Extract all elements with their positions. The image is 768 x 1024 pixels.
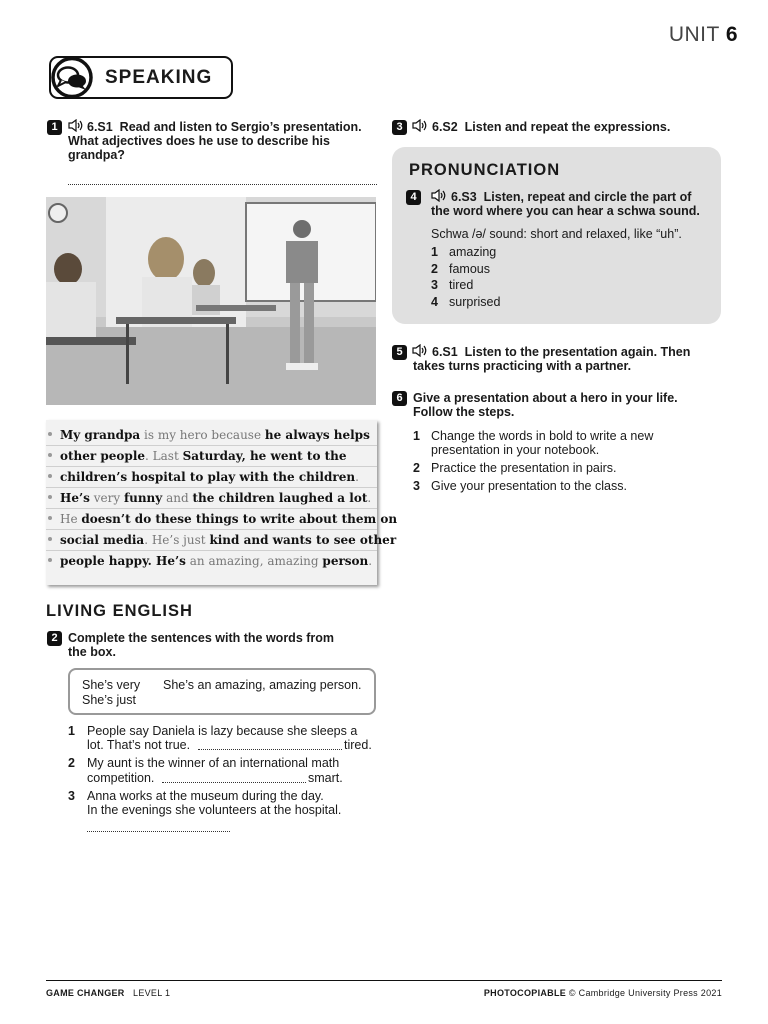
ex1-number: 1: [47, 119, 62, 135]
audio-icon[interactable]: [412, 119, 428, 132]
answer-blank[interactable]: [198, 740, 342, 750]
word-number: 1: [431, 245, 438, 259]
footer-right: PHOTOCOPIABLE © Cambridge University Press 2021: [483, 988, 722, 998]
item-text: smart.: [308, 771, 343, 785]
notebook-line: My grandpa is my hero because he always helps: [46, 425, 377, 446]
ex1-instruction-line3: grandpa?: [68, 148, 125, 162]
notebook-line: social media. He’s just kind and wants to see other: [46, 530, 377, 551]
item-number: 2: [68, 756, 75, 770]
audio-icon[interactable]: [431, 189, 447, 202]
ex5-instruction-line2: takes turns practicing with a partner.: [413, 359, 632, 373]
audio-code: 6.S1: [87, 120, 113, 134]
ex4-instruction-line1: 6.S3 Listen, repeat and circle the part of: [451, 190, 692, 204]
audio-icon[interactable]: [68, 119, 84, 132]
word-box-option: She’s very: [82, 678, 141, 692]
word-number: 3: [431, 278, 438, 292]
schwa-definition: Schwa /ə/ sound: short and relaxed, like “uh”.: [431, 227, 682, 241]
item-text: lot. That’s not true.: [87, 738, 191, 752]
notebook-line: He doesn’t do these things to write about them on: [46, 509, 377, 530]
living-english-title: LIVING ENGLISH: [46, 602, 193, 620]
answer-blank[interactable]: [162, 773, 306, 783]
item-text: My aunt is the winner of an international math: [87, 756, 340, 770]
notebook-line: children’s hospital to play with the children.: [46, 467, 377, 488]
pronunciation-word[interactable]: amazing: [449, 245, 497, 259]
ex1-instruction-line1: 6.S1 Read and listen to Sergio’s presentation.: [87, 120, 362, 134]
ex4-instruction-line2: the word where you can hear a schwa sound.: [431, 204, 700, 218]
pronunciation-word[interactable]: surprised: [449, 295, 501, 309]
unit-label: [669, 22, 738, 48]
word-box-option: She’s just: [82, 693, 136, 707]
speech-bubbles-icon: [49, 56, 95, 99]
ex4-number: 4: [406, 189, 421, 205]
ex1-answer-line[interactable]: [68, 176, 377, 185]
ex2-instruction-line2: the box.: [68, 645, 116, 659]
item-text: competition.: [87, 771, 155, 785]
word-number: 2: [431, 262, 438, 276]
word-box-option: She’s an amazing, amazing person.: [163, 678, 362, 692]
notebook-line: He’s very funny and the children laughed a lot.: [46, 488, 377, 509]
item-text: People say Daniela is lazy because she sleeps a: [87, 724, 358, 738]
notebook-binding-holes: [46, 424, 54, 584]
ex6-instruction-line2: Follow the steps.: [413, 405, 515, 419]
pronunciation-word[interactable]: famous: [449, 262, 490, 276]
footer-left: GAME CHANGER LEVEL 1: [46, 988, 171, 998]
audio-icon[interactable]: [412, 344, 428, 357]
footer-divider: [46, 980, 722, 981]
ex3-instruction: 6.S2 Listen and repeat the expressions.: [432, 120, 671, 134]
ex2-instruction-line1: Complete the sentences with the words from: [68, 631, 335, 645]
ex5-instruction-line1: 6.S1 Listen to the presentation again. Then: [432, 345, 691, 359]
pronunciation-word[interactable]: tired: [449, 278, 474, 292]
ex5-number: 5: [392, 344, 407, 360]
step-number: 1: [413, 429, 420, 443]
word-number: 4: [431, 295, 438, 309]
step-text: Practice the presentation in pairs.: [431, 461, 617, 475]
ex1-instruction-line2: What adjectives does he use to describe his: [68, 134, 330, 148]
answer-blank[interactable]: [87, 822, 230, 832]
step-text: Give your presentation to the class.: [431, 479, 627, 493]
ex2-number: 2: [47, 630, 62, 646]
item-number: 3: [68, 789, 75, 803]
item-text: tired.: [344, 738, 372, 752]
step-text: Change the words in bold to write a new: [431, 429, 654, 443]
unit-word: UNIT: [668, 23, 720, 46]
item-text: In the evenings she volunteers at the hospital.: [87, 803, 342, 817]
notebook-line: people happy. He’s an amazing, amazing person.: [60, 554, 373, 568]
step-number: 3: [413, 479, 420, 493]
ex6-number: 6: [392, 390, 407, 406]
ex3-number: 3: [392, 119, 407, 135]
unit-number: 6: [725, 23, 738, 46]
step-number: 2: [413, 461, 420, 475]
classroom-photo: [46, 197, 376, 405]
ex6-instruction-line1: Give a presentation about a hero in your life.: [413, 391, 678, 405]
item-number: 1: [68, 724, 75, 738]
item-text: Anna works at the museum during the day.: [87, 789, 324, 803]
speaking-title: SPEAKING: [105, 67, 213, 88]
pronunciation-title: PRONUNCIATION: [409, 161, 561, 179]
notebook-line: other people. Last Saturday, he went to the: [46, 446, 377, 467]
step-text: presentation in your notebook.: [431, 443, 600, 457]
